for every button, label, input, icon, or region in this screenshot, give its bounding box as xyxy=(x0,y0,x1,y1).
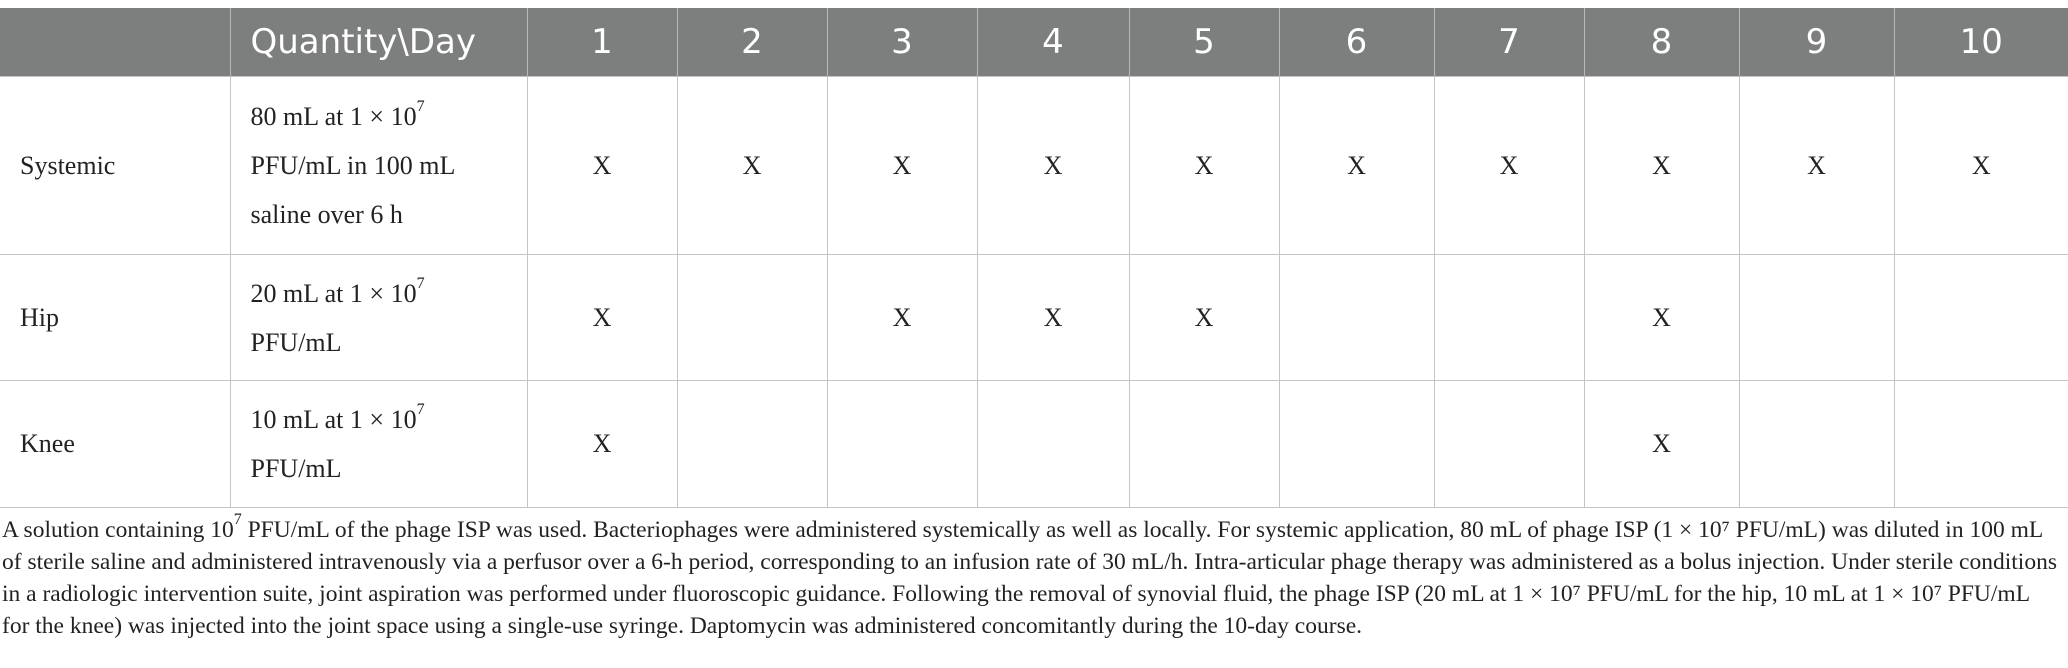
table-row-knee xyxy=(0,381,2068,508)
header-day-7: 7 xyxy=(1434,8,1584,77)
day-mark: X xyxy=(977,255,1129,381)
day-mark xyxy=(1129,381,1279,508)
quantity-cell xyxy=(230,255,527,381)
day-mark: X xyxy=(527,381,677,508)
day-mark: X xyxy=(1129,77,1279,255)
header-day-8: 8 xyxy=(1584,8,1739,77)
phage-schedule-table xyxy=(0,8,2068,508)
day-mark xyxy=(1434,381,1584,508)
day-mark: X xyxy=(1584,255,1739,381)
day-mark xyxy=(1894,255,2068,381)
day-mark: X xyxy=(527,255,677,381)
quantity-text: 20 mL at 1 × 10 xyxy=(250,278,417,308)
quantity-text: 80 mL at 1 × 10 xyxy=(250,102,417,131)
quantity-exponent: 7 xyxy=(416,274,425,292)
header-day-6: 6 xyxy=(1279,8,1434,77)
day-mark xyxy=(1739,255,1894,381)
header-day-3: 3 xyxy=(827,8,977,77)
day-mark xyxy=(1434,255,1584,381)
header-quantity-day: Quantity\Day xyxy=(230,8,527,77)
day-mark: X xyxy=(1584,381,1739,508)
document-page xyxy=(0,8,2068,642)
day-mark: X xyxy=(1894,77,2068,255)
day-mark xyxy=(1739,381,1894,508)
quantity-text-cont: PFU/mL xyxy=(250,454,342,483)
footnote-exponent: 7 xyxy=(233,511,242,529)
day-mark xyxy=(1279,255,1434,381)
quantity-cell xyxy=(230,77,527,255)
header-day-1: 1 xyxy=(527,8,677,77)
route-cell: Systemic xyxy=(0,77,230,255)
day-mark: X xyxy=(827,255,977,381)
day-mark xyxy=(677,255,827,381)
day-mark xyxy=(677,381,827,508)
quantity-exponent: 7 xyxy=(416,98,425,116)
table-footnote xyxy=(2,511,2062,642)
quantity-exponent: 7 xyxy=(416,401,425,419)
header-day-9: 9 xyxy=(1739,8,1894,77)
day-mark xyxy=(827,381,977,508)
day-mark xyxy=(1894,381,2068,508)
day-mark: X xyxy=(677,77,827,255)
day-mark: X xyxy=(1584,77,1739,255)
day-mark: X xyxy=(1279,77,1434,255)
header-corner-cell xyxy=(0,8,230,77)
header-day-4: 4 xyxy=(977,8,1129,77)
quantity-text: 10 mL at 1 × 10 xyxy=(250,405,417,434)
table-row-systemic xyxy=(0,77,2068,255)
route-cell: Knee xyxy=(0,381,230,508)
day-mark: X xyxy=(827,77,977,255)
header-day-2: 2 xyxy=(677,8,827,77)
table-header-row xyxy=(0,8,2068,77)
day-mark: X xyxy=(977,77,1129,255)
header-day-5: 5 xyxy=(1129,8,1279,77)
route-cell: Hip xyxy=(0,255,230,381)
quantity-text-cont: PFU/mL xyxy=(250,327,342,357)
day-mark xyxy=(1279,381,1434,508)
day-mark: X xyxy=(527,77,677,255)
header-day-10: 10 xyxy=(1894,8,2068,77)
footnote-text: A solution containing 10 xyxy=(2,517,234,543)
day-mark: X xyxy=(1434,77,1584,255)
day-mark xyxy=(977,381,1129,508)
day-mark: X xyxy=(1129,255,1279,381)
quantity-cell xyxy=(230,381,527,508)
table-row-hip xyxy=(0,255,2068,381)
day-mark: X xyxy=(1739,77,1894,255)
footnote-text-cont: PFU/mL of the phage ISP was used. Bacteriophages were administered systemically as well as locally. For systemic application, 80 mL of phage ISP (1 × 10⁷ PFU/mL) was diluted in 100 mL of sterile saline and administered intravenously via a perfusor over a 6-h period, corresponding to an infusion rate of 30 mL/h. Intra-articular phage therapy was administered as a bolus injection. Under sterile conditions in a radiologic intervention suite, joint aspiration was performed under fluoroscopic guidance. Following the removal of synovial fluid, the phage ISP (20 mL at 1 × 10⁷ PFU/mL for the hip, 10 mL at 1 × 10⁷ PFU/mL for the knee) was injected into the joint space using a single-use syringe. Daptomycin was administered concomitantly during the 10-day course. xyxy=(2,517,2057,639)
quantity-text-cont: PFU/mL in 100 mL saline over 6 h xyxy=(250,151,455,229)
